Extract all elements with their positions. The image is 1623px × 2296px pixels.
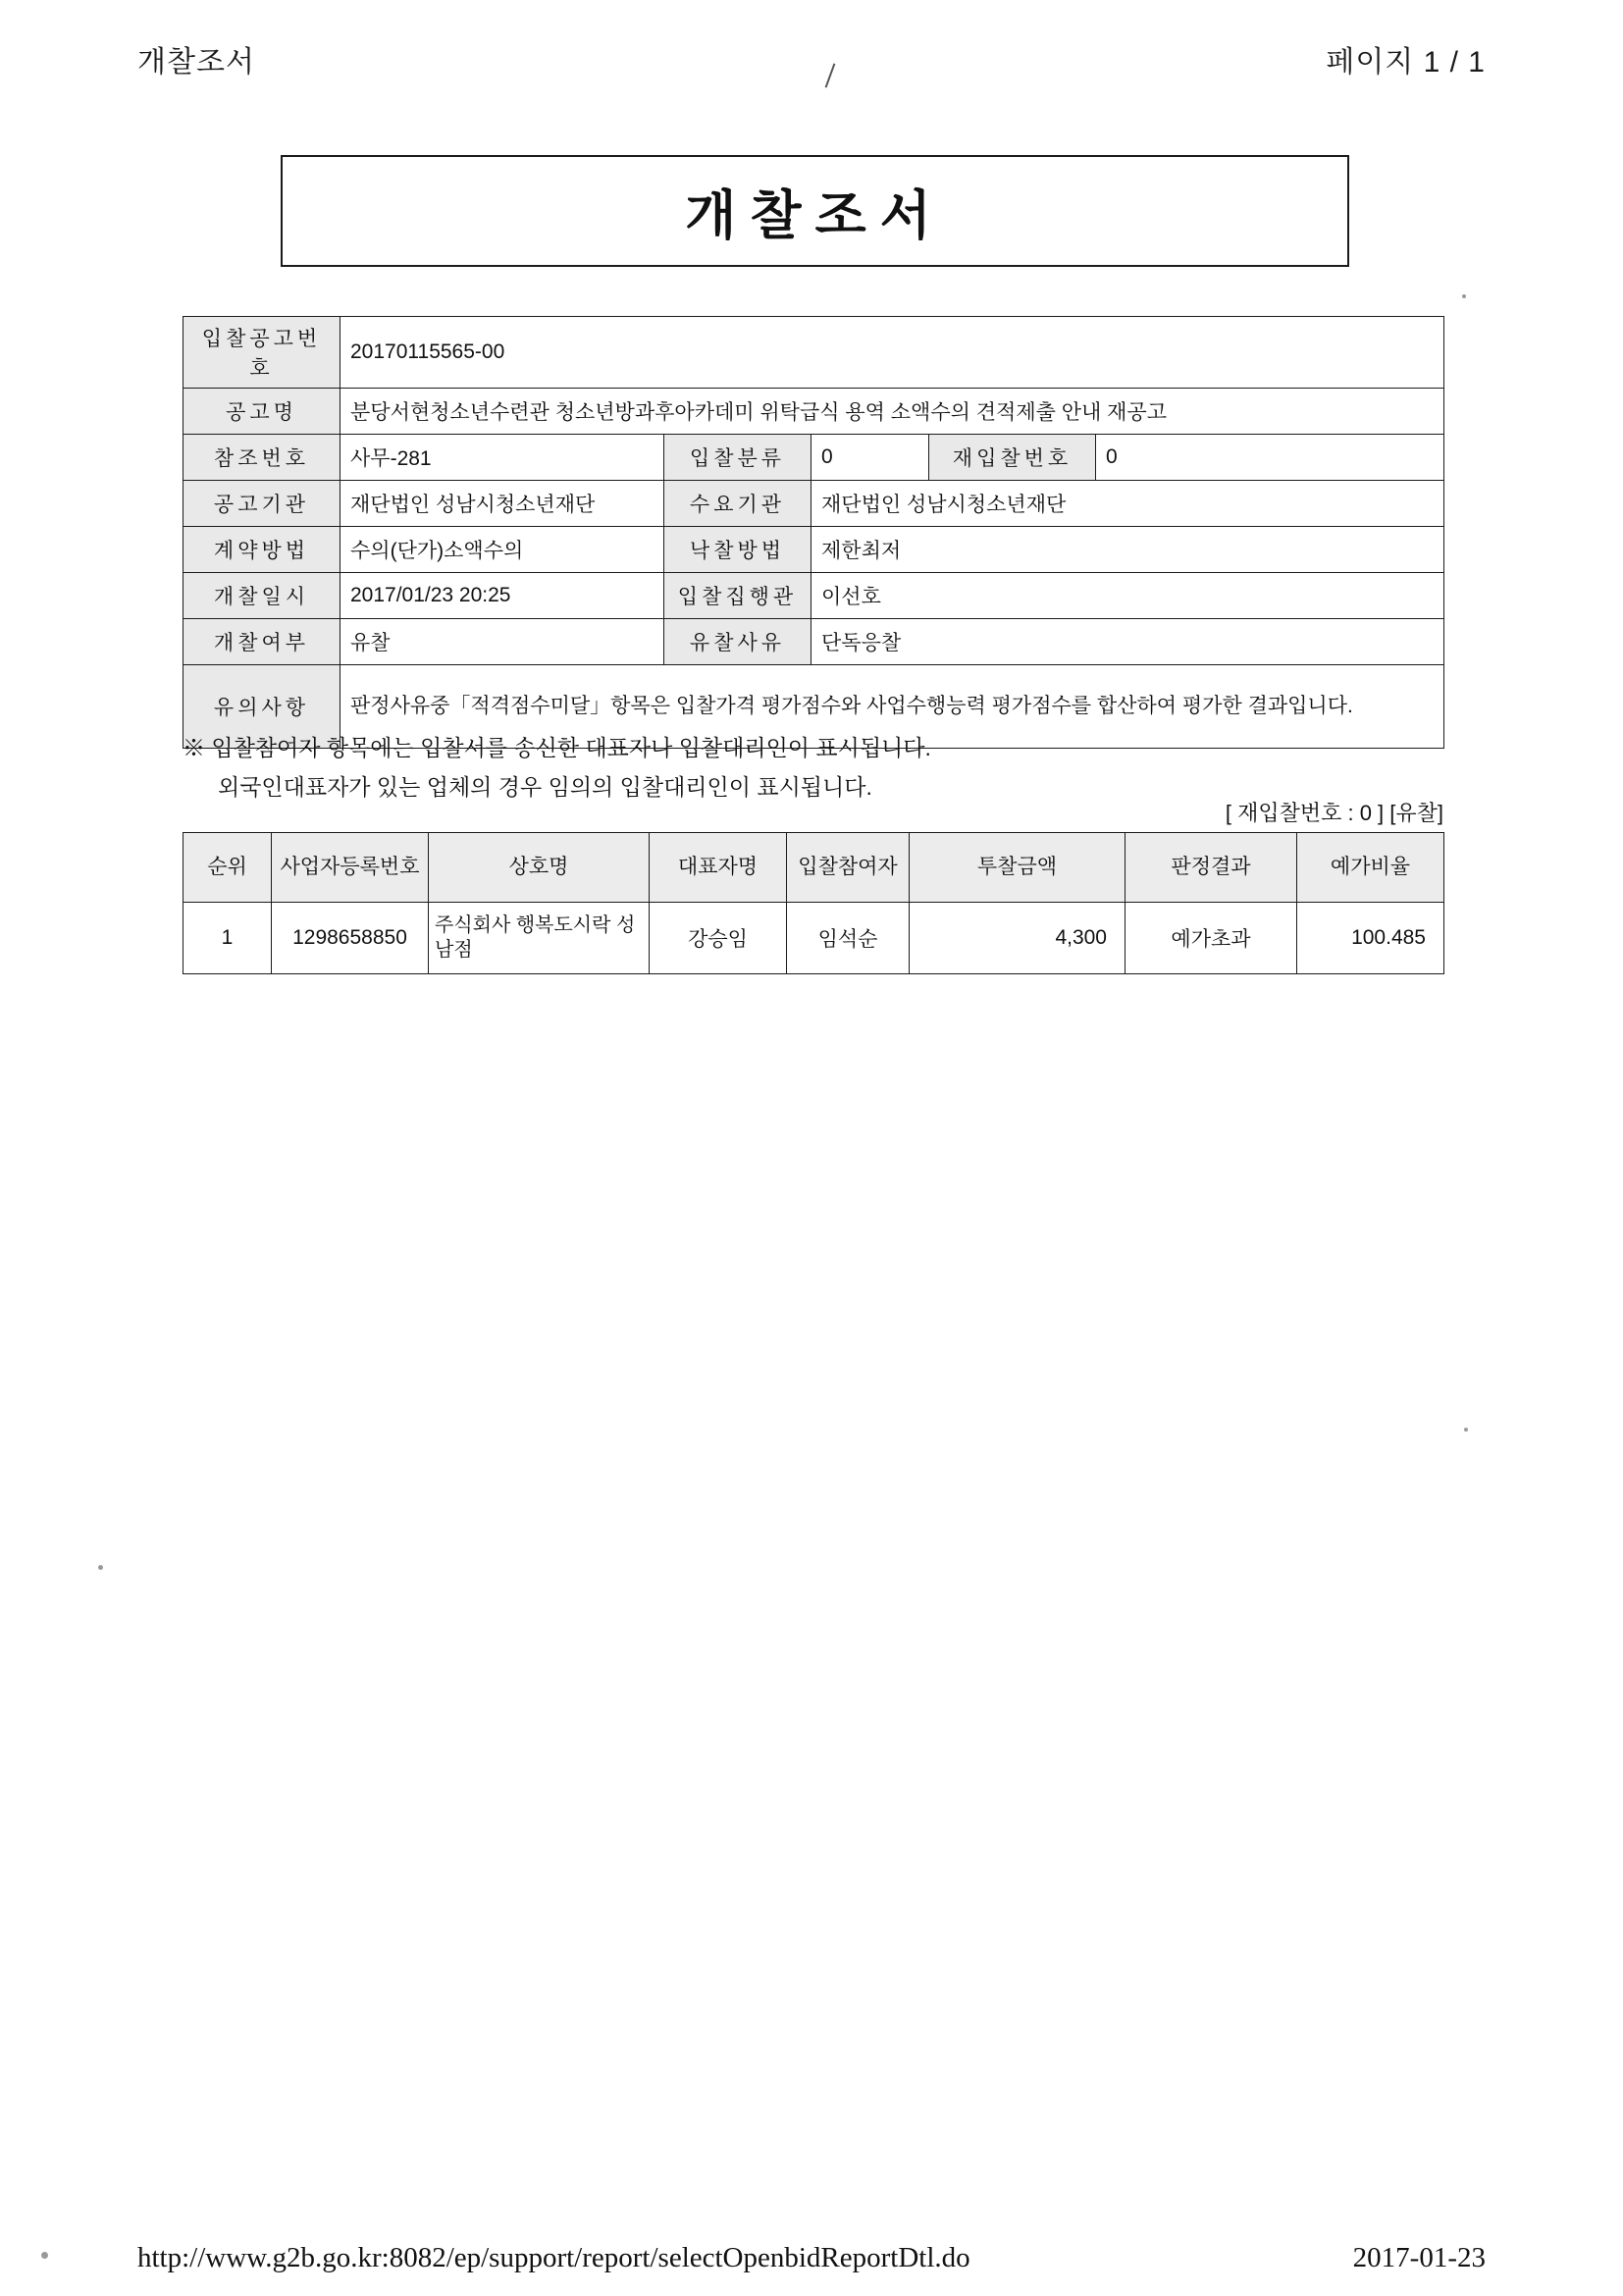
scan-speck [98,1565,103,1570]
value-award-method: 제한최저 [812,527,1444,573]
label-caution: 유의사항 [183,665,340,749]
footer-url[interactable]: http://www.g2b.go.kr:8082/ep/support/report/selectOpenbidReportDtl.do [137,2242,970,2273]
col-rank: 순위 [183,833,272,903]
table-row [183,435,1444,481]
header-page-number: 페이지 1 / 1 [1326,46,1486,78]
note-line-2: 외국인대표자가 있는 업체의 경우 임의의 입찰대리인이 표시됩니다. [218,774,872,801]
cell-judgement: 예가초과 [1126,903,1297,974]
table-row [183,527,1444,573]
bid-info-table [183,316,1444,749]
value-caution: 판정사유중「적격점수미달」항목은 입찰가격 평가점수와 사업수행능력 평가점수를 합산하여 평가한 결과입니다. [340,665,1444,749]
label-open-datetime: 개찰일시 [183,573,340,619]
col-bid-amount: 투찰금액 [910,833,1126,903]
value-open-datetime: 2017/01/23 20:25 [340,573,664,619]
value-contract-method: 수의(단가)소액수의 [340,527,664,573]
cell-company-name: 주식회사 행복도시락 성남점 [429,903,650,974]
col-participant: 입찰참여자 [787,833,910,903]
label-reference-no: 참조번호 [183,435,340,481]
cell-ceo-name: 강승임 [650,903,787,974]
cell-bid-amount: 4,300 [910,903,1126,974]
page-title: 개찰조서 [685,185,945,245]
cell-participant: 임석순 [787,903,910,974]
rebid-status-tag: [ 재입찰번호 : 0 ] [유찰] [1225,801,1443,825]
col-company-name: 상호명 [429,833,650,903]
cell-estimate-ratio: 100.485 [1297,903,1444,974]
table-row [183,573,1444,619]
value-bid-notice-no: 20170115565-00 [340,317,1444,389]
label-bid-notice-no: 입찰공고번호 [183,317,340,389]
value-open-status: 유찰 [340,619,664,665]
table-header-row [183,833,1444,903]
label-bid-class: 입찰분류 [664,435,812,481]
label-agency: 공고기관 [183,481,340,527]
label-open-status: 개찰여부 [183,619,340,665]
label-award-method: 낙찰방법 [664,527,812,573]
value-bid-officer: 이선호 [812,573,1444,619]
bid-result-table [183,832,1444,974]
label-fail-reason: 유찰사유 [664,619,812,665]
col-judgement: 판정결과 [1126,833,1297,903]
col-business-no: 사업자등록번호 [272,833,429,903]
page-footer [0,2227,1623,2274]
scan-speck [1464,1428,1468,1432]
label-bid-officer: 입찰집행관 [664,573,812,619]
value-fail-reason: 단독응찰 [812,619,1444,665]
table-row [183,317,1444,389]
value-bid-class: 0 [812,435,929,481]
col-estimate-ratio: 예가비율 [1297,833,1444,903]
label-demand-agency: 수요기관 [664,481,812,527]
cell-rank: 1 [183,903,272,974]
footer-date: 2017-01-23 [1352,2242,1486,2273]
value-reference-no: 사무-281 [340,435,664,481]
value-notice-name: 분당서현청소년수련관 청소년방과후아카데미 위탁급식 용역 소액수의 견적제출 안내 재공고 [340,389,1444,435]
document-title-box [281,155,1349,267]
value-agency: 재단법인 성남시청소년재단 [340,481,664,527]
value-rebid-no: 0 [1096,435,1444,481]
note-line-1: ※ 입찰참여자 항목에는 입찰서를 송신한 대표자나 입찰대리인이 표시됩니다. [183,735,931,760]
label-notice-name: 공고명 [183,389,340,435]
table-row [183,619,1444,665]
label-rebid-no: 재입찰번호 [929,435,1096,481]
scan-mark [825,63,836,87]
scan-speck [1462,294,1466,298]
table-row [183,481,1444,527]
page-header [0,27,1623,86]
cell-business-no: 1298658850 [272,903,429,974]
table-row [183,389,1444,435]
table-row [183,903,1444,974]
label-contract-method: 계약방법 [183,527,340,573]
value-demand-agency: 재단법인 성남시청소년재단 [812,481,1444,527]
participant-note [183,728,1458,808]
header-document-title: 개찰조서 [137,46,255,78]
col-ceo-name: 대표자명 [650,833,787,903]
